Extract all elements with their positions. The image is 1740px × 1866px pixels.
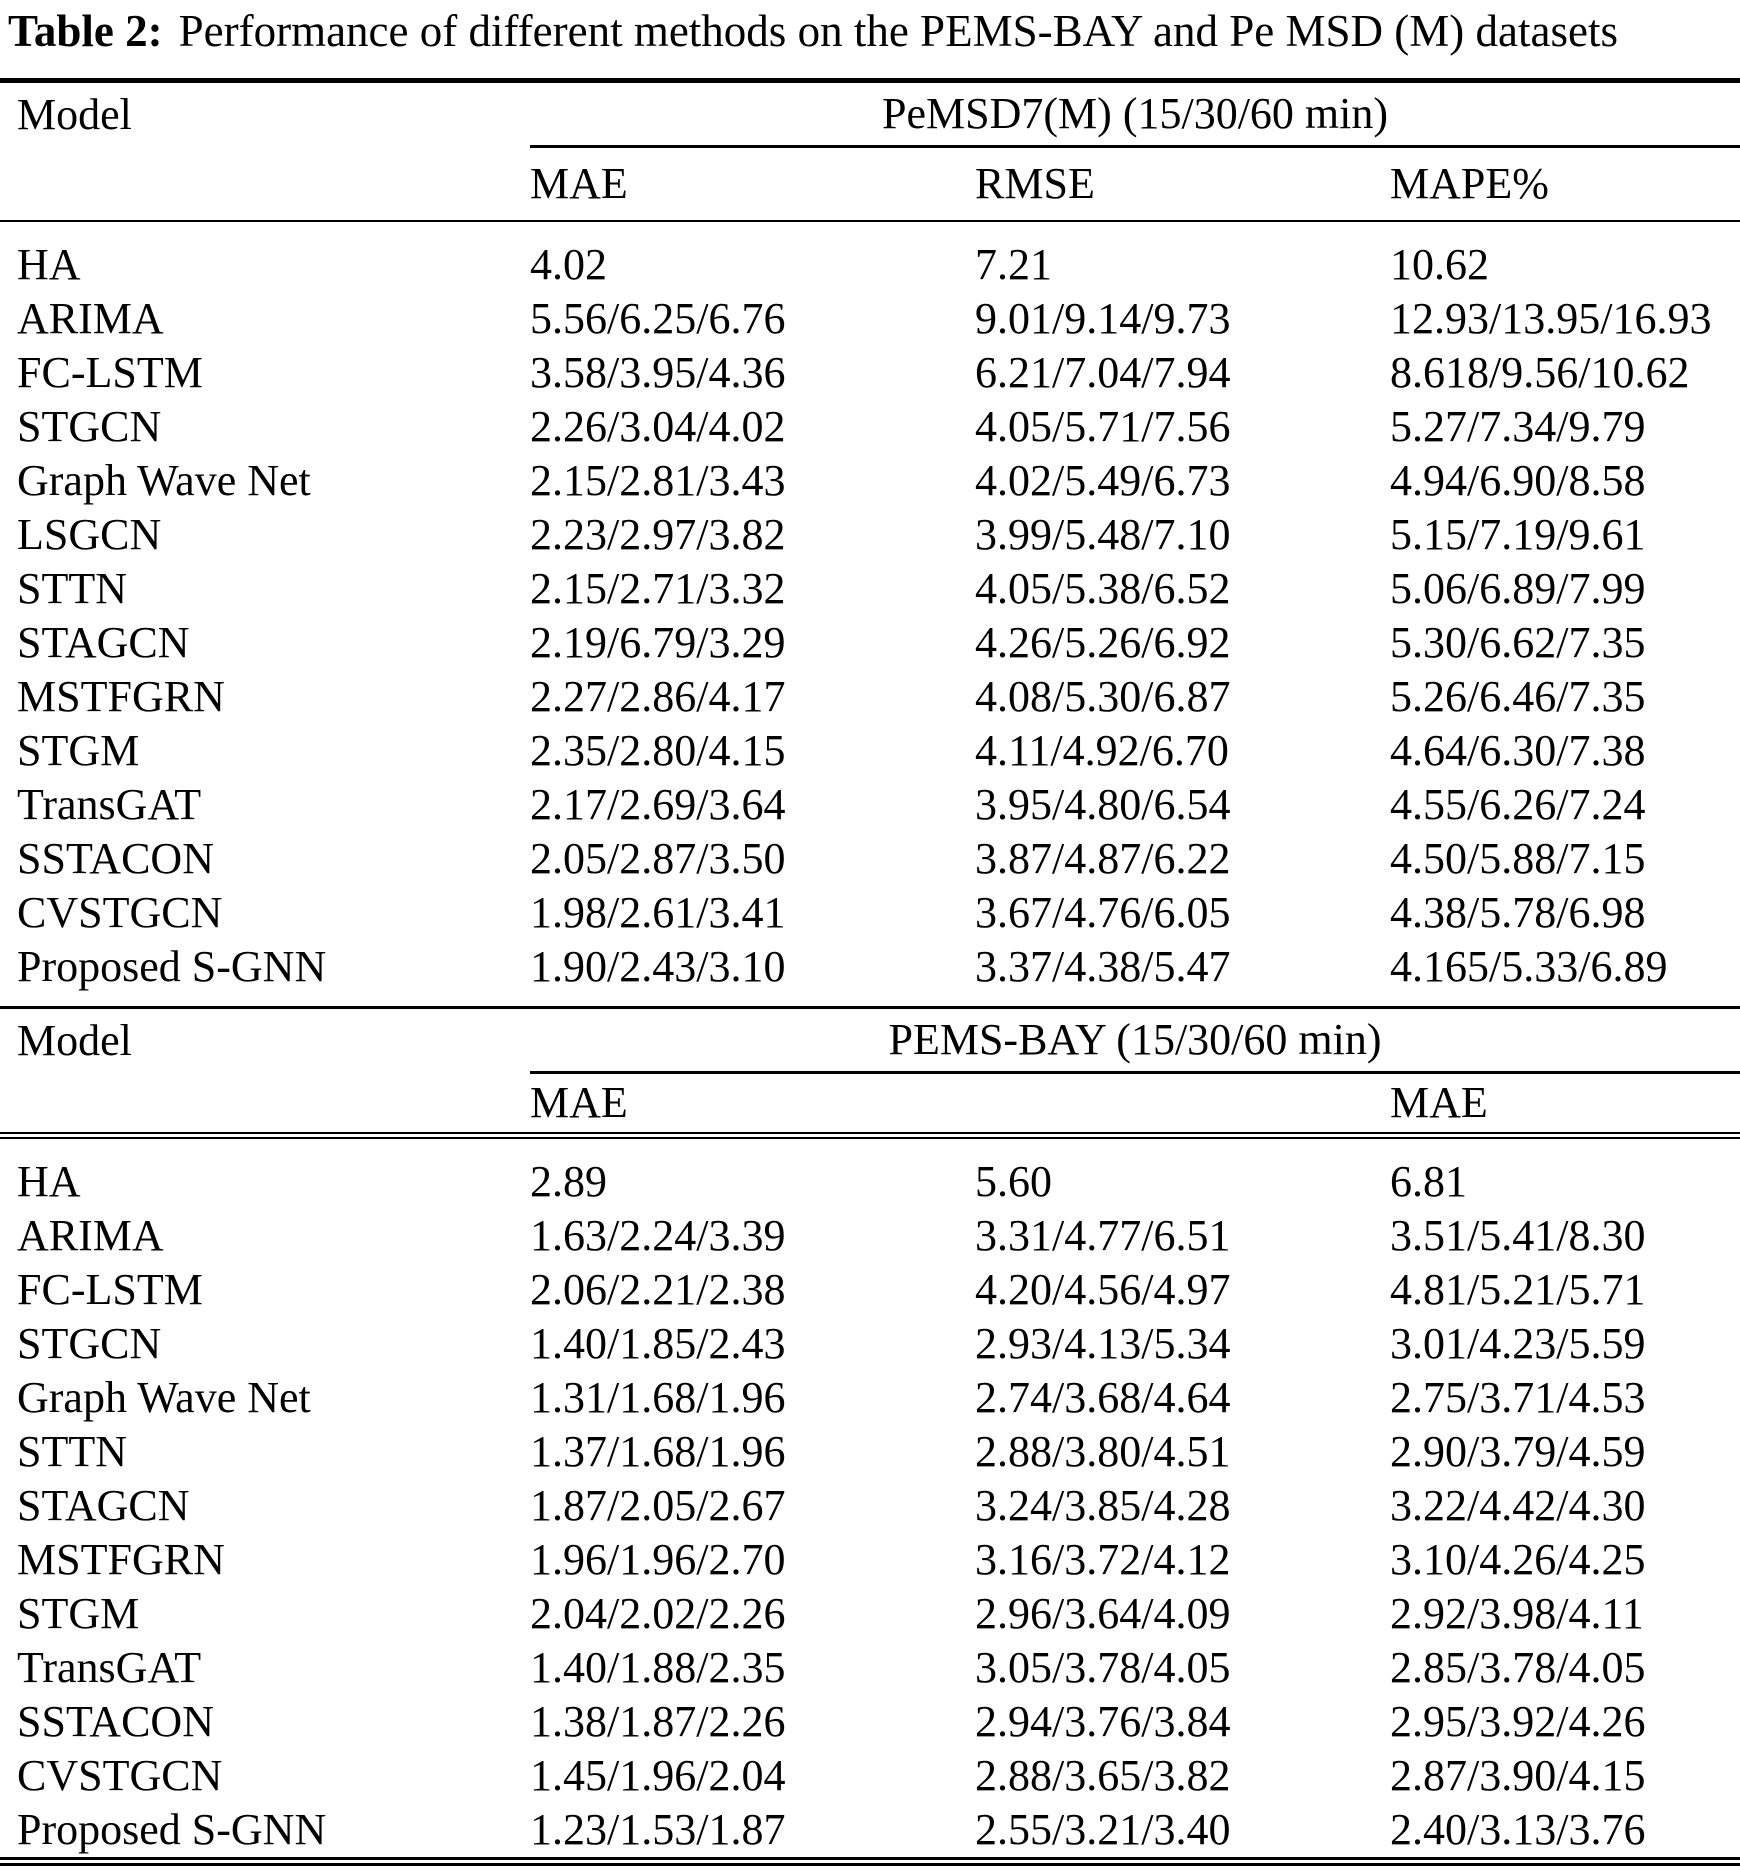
rmse-cell: 3.37/4.38/5.47 (975, 942, 1231, 992)
dataset-group-header: PEMS-BAY (15/30/60 min) (530, 1007, 1740, 1072)
model-column-header: Model (17, 90, 132, 139)
model-cell: FC-LSTM (17, 1265, 203, 1315)
model-cell: CVSTGCN (17, 888, 223, 938)
value-cell-1: 1.40/1.88/2.35 (530, 1643, 786, 1693)
value-cell-3: 2.75/3.71/4.53 (1390, 1373, 1646, 1423)
mape-cell: 4.50/5.88/7.15 (1390, 834, 1646, 884)
mape-column-header: MAPE% (1390, 146, 1740, 221)
table-row (0, 1587, 1740, 1641)
value-cell-2: 3.05/3.78/4.05 (975, 1643, 1231, 1693)
model-cell: STGM (17, 1589, 140, 1639)
mae-cell: 2.15/2.81/3.43 (530, 456, 786, 506)
value-cell-3: 2.40/3.13/3.76 (1390, 1805, 1646, 1855)
table-row (0, 1263, 1740, 1317)
model-cell: STAGCN (17, 618, 190, 668)
value-cell-3: 2.85/3.78/4.05 (1390, 1643, 1646, 1693)
mae-cell: 2.19/6.79/3.29 (530, 618, 786, 668)
value-cell-1: 1.31/1.68/1.96 (530, 1373, 786, 1423)
mae-cell: 2.17/2.69/3.64 (530, 780, 786, 830)
mae-cell: 5.56/6.25/6.76 (530, 294, 786, 344)
value-cell-1: 1.87/2.05/2.67 (530, 1481, 786, 1531)
model-column-header: Model (17, 1016, 132, 1065)
model-cell: MSTFGRN (17, 1535, 225, 1585)
rmse-cell: 4.05/5.71/7.56 (975, 402, 1231, 452)
mae-column-header-right: MAE (1390, 1072, 1740, 1135)
table-row (0, 1317, 1740, 1371)
rmse-cell: 7.21 (975, 240, 1052, 290)
mape-cell: 8.618/9.56/10.62 (1390, 348, 1690, 398)
mae-cell: 2.15/2.71/3.32 (530, 564, 786, 614)
value-cell-1: 1.40/1.85/2.43 (530, 1319, 786, 1369)
empty-header-cell (0, 146, 530, 221)
model-cell: MSTFGRN (17, 672, 225, 722)
model-cell: STGCN (17, 402, 162, 452)
mape-cell: 5.30/6.62/7.35 (1390, 618, 1646, 668)
mape-cell: 5.26/6.46/7.35 (1390, 672, 1646, 722)
model-cell: STAGCN (17, 1481, 190, 1531)
mae-column-header: MAE (530, 146, 975, 221)
mape-cell: 4.64/6.30/7.38 (1390, 726, 1646, 776)
table-row (0, 778, 1740, 832)
table-row (0, 1533, 1740, 1587)
rmse-cell: 4.05/5.38/6.52 (975, 564, 1231, 614)
rmse-cell: 4.26/5.26/6.92 (975, 618, 1231, 668)
model-cell: STTN (17, 1427, 127, 1477)
table-row (0, 616, 1740, 670)
model-cell: STTN (17, 564, 127, 614)
model-cell: Graph Wave Net (17, 456, 311, 506)
table-row (0, 724, 1740, 778)
table-row (0, 1695, 1740, 1749)
table-row (0, 1641, 1740, 1695)
table-row (0, 1479, 1740, 1533)
value-cell-3: 2.90/3.79/4.59 (1390, 1427, 1646, 1477)
table-row (0, 1135, 1740, 1209)
table-row (0, 1749, 1740, 1803)
empty-header-cell (0, 1072, 530, 1135)
metric-header-row (0, 1072, 1740, 1135)
mape-cell: 4.165/5.33/6.89 (1390, 942, 1668, 992)
mape-cell: 10.62 (1390, 240, 1489, 290)
value-cell-3: 3.01/4.23/5.59 (1390, 1319, 1646, 1369)
value-cell-1: 1.63/2.24/3.39 (530, 1211, 786, 1261)
mae-cell: 2.23/2.97/3.82 (530, 510, 786, 560)
table-row (0, 292, 1740, 346)
mape-cell: 5.06/6.89/7.99 (1390, 564, 1646, 614)
rmse-cell: 4.08/5.30/6.87 (975, 672, 1231, 722)
pemsbay-table (0, 1006, 1740, 1866)
model-cell: STGM (17, 726, 140, 776)
value-cell-3: 3.10/4.26/4.25 (1390, 1535, 1646, 1585)
value-cell-2: 2.96/3.64/4.09 (975, 1589, 1231, 1639)
table-row (0, 832, 1740, 886)
mape-cell: 4.38/5.78/6.98 (1390, 888, 1646, 938)
value-cell-2: 3.24/3.85/4.28 (975, 1481, 1231, 1531)
rmse-cell: 4.02/5.49/6.73 (975, 456, 1231, 506)
value-cell-2: 2.88/3.80/4.51 (975, 1427, 1231, 1477)
table-row (0, 886, 1740, 940)
model-cell: Proposed S-GNN (17, 1805, 327, 1855)
mae-cell: 1.98/2.61/3.41 (530, 888, 786, 938)
value-cell-3: 2.92/3.98/4.11 (1390, 1589, 1644, 1639)
table-caption (0, 6, 1740, 58)
mae-cell: 2.27/2.86/4.17 (530, 672, 786, 722)
model-cell: Proposed S-GNN (17, 942, 327, 992)
value-cell-2: 2.55/3.21/3.40 (975, 1805, 1231, 1855)
model-cell: SSTACON (17, 1697, 214, 1747)
table-caption-text: Performance of different methods on the PEMS-BAY and Pe MSD (M) datasets (178, 6, 1618, 56)
value-cell-2: 2.93/4.13/5.34 (975, 1319, 1231, 1369)
rmse-cell: 3.67/4.76/6.05 (975, 888, 1231, 938)
value-cell-3: 4.81/5.21/5.71 (1390, 1265, 1646, 1315)
rmse-cell: 3.95/4.80/6.54 (975, 780, 1231, 830)
model-cell: LSGCN (17, 510, 162, 560)
value-cell-1: 1.96/1.96/2.70 (530, 1535, 786, 1585)
dataset-group-header: PeMSD7(M) (15/30/60 min) (530, 80, 1740, 146)
mae-cell: 2.05/2.87/3.50 (530, 834, 786, 884)
metric-header-row (0, 146, 1740, 221)
model-cell: SSTACON (17, 834, 214, 884)
table-row (0, 346, 1740, 400)
mae-cell: 2.26/3.04/4.02 (530, 402, 786, 452)
model-cell: TransGAT (17, 1643, 202, 1693)
value-cell-2: 2.88/3.65/3.82 (975, 1751, 1231, 1801)
model-cell: HA (17, 1157, 81, 1207)
model-cell: CVSTGCN (17, 1751, 223, 1801)
value-cell-1: 1.45/1.96/2.04 (530, 1751, 786, 1801)
model-cell: HA (17, 240, 81, 290)
table-row (0, 508, 1740, 562)
rmse-cell: 3.99/5.48/7.10 (975, 510, 1231, 560)
value-cell-1: 1.37/1.68/1.96 (530, 1427, 786, 1477)
rmse-column-header: RMSE (975, 146, 1390, 221)
model-cell: STGCN (17, 1319, 162, 1369)
table-row (0, 454, 1740, 508)
model-cell: ARIMA (17, 294, 164, 344)
table-row (0, 940, 1740, 994)
model-cell: FC-LSTM (17, 348, 203, 398)
value-cell-2: 5.60 (975, 1157, 1052, 1207)
value-cell-2: 2.94/3.76/3.84 (975, 1697, 1231, 1747)
value-cell-3: 3.51/5.41/8.30 (1390, 1211, 1646, 1261)
table-row (0, 1803, 1740, 1862)
mape-cell: 5.15/7.19/9.61 (1390, 510, 1646, 560)
table-row (0, 221, 1740, 292)
group-header-row (0, 1007, 1740, 1072)
mae-cell: 2.35/2.80/4.15 (530, 726, 786, 776)
model-cell: TransGAT (17, 780, 202, 830)
value-cell-1: 2.04/2.02/2.26 (530, 1589, 786, 1639)
mae-cell: 4.02 (530, 240, 607, 290)
value-cell-3: 6.81 (1390, 1157, 1467, 1207)
rmse-cell: 4.11/4.92/6.70 (975, 726, 1229, 776)
model-cell: Graph Wave Net (17, 1373, 311, 1423)
table-caption-label: Table 2: (8, 6, 163, 56)
value-cell-2: 3.16/3.72/4.12 (975, 1535, 1231, 1585)
table-row (0, 1425, 1740, 1479)
value-cell-1: 1.38/1.87/2.26 (530, 1697, 786, 1747)
value-cell-2: 3.31/4.77/6.51 (975, 1211, 1231, 1261)
rmse-cell: 3.87/4.87/6.22 (975, 834, 1231, 884)
value-cell-2: 2.74/3.68/4.64 (975, 1373, 1231, 1423)
mape-cell: 12.93/13.95/16.93 (1390, 294, 1712, 344)
value-cell-1: 1.23/1.53/1.87 (530, 1805, 786, 1855)
rmse-cell: 6.21/7.04/7.94 (975, 348, 1231, 398)
table-row (0, 400, 1740, 454)
value-cell-3: 2.87/3.90/4.15 (1390, 1751, 1646, 1801)
table-row (0, 562, 1740, 616)
pemsd7-table (0, 78, 1740, 994)
table-row (0, 1371, 1740, 1425)
mae-cell: 1.90/2.43/3.10 (530, 942, 786, 992)
empty-metric-header-cell (975, 1072, 1390, 1135)
value-cell-1: 2.06/2.21/2.38 (530, 1265, 786, 1315)
value-cell-3: 2.95/3.92/4.26 (1390, 1697, 1646, 1747)
rmse-cell: 9.01/9.14/9.73 (975, 294, 1231, 344)
value-cell-3: 3.22/4.42/4.30 (1390, 1481, 1646, 1531)
table-row (0, 670, 1740, 724)
mae-column-header: MAE (530, 1072, 975, 1135)
mape-cell: 4.55/6.26/7.24 (1390, 780, 1646, 830)
value-cell-2: 4.20/4.56/4.97 (975, 1265, 1231, 1315)
mae-cell: 3.58/3.95/4.36 (530, 348, 786, 398)
model-cell: ARIMA (17, 1211, 164, 1261)
value-cell-1: 2.89 (530, 1157, 607, 1207)
group-header-row (0, 80, 1740, 146)
mape-cell: 4.94/6.90/8.58 (1390, 456, 1646, 506)
mape-cell: 5.27/7.34/9.79 (1390, 402, 1646, 452)
table-row (0, 1209, 1740, 1263)
